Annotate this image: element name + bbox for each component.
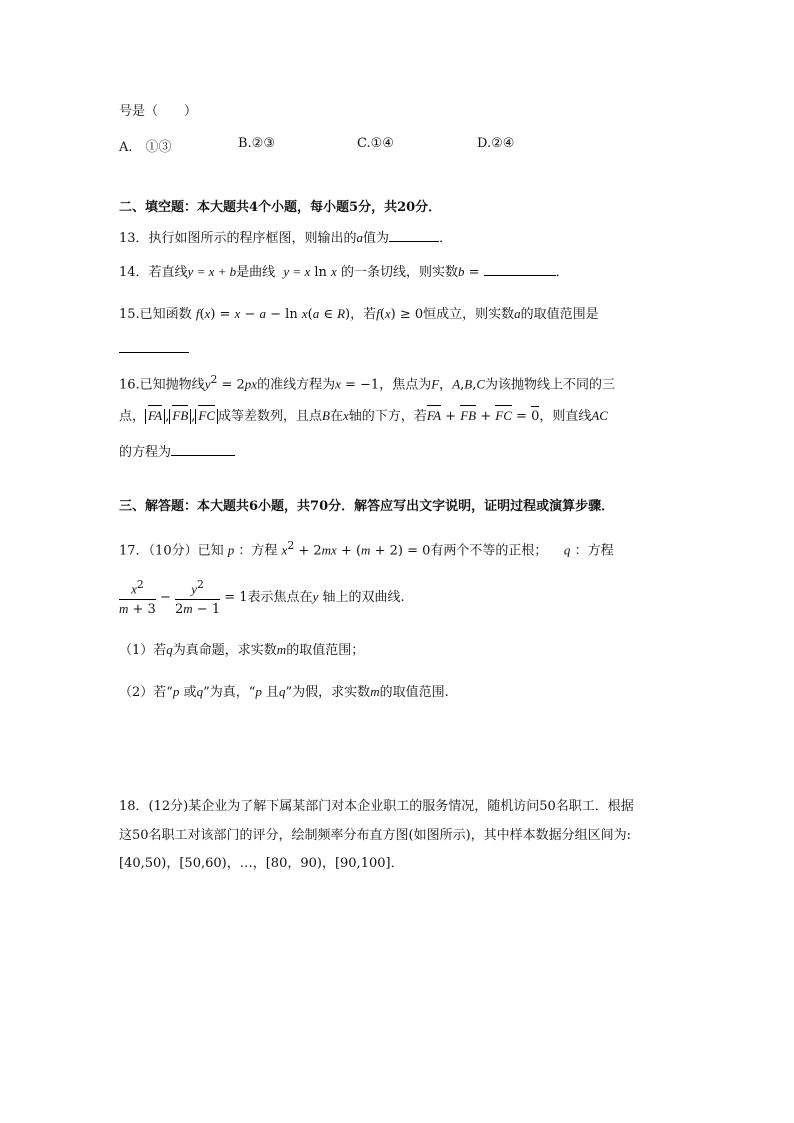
q14: 14．若直线y = x + b是曲线 y = x ln x 的一条切线，则实数b = ．: [119, 264, 569, 280]
q16-line3: 的方程为: [119, 443, 235, 463]
q12-option-d: D.②④: [477, 136, 515, 151]
q17-part2: （2）若“p 或q”为真，“p 且q”为假，求实数m的取值范围.: [119, 684, 449, 700]
q16-line1: 16.已知抛物线$y^2 = 2px$的准线方程为x = −1，焦点为F，A,B,C为该抛物线上不同的三: [119, 373, 616, 393]
q13: 13．执行如图所示的程序框图，则输出的a值为 ．: [119, 230, 453, 246]
q17-part1: （1）若q为真命题，求实数m的取值范围；: [119, 642, 365, 658]
section3-header: 三、解答题：本大题共6小题，共70分．解答应写出文字说明，证明过程或演算步骤．: [119, 499, 615, 514]
q12-option-c: C.①④: [357, 136, 394, 151]
q12-option-b: B.②③: [238, 136, 275, 151]
q15-answer-blank: [119, 340, 189, 360]
section2-header: 二、填空题：本大题共4个小题，每小题5分，共20分．: [119, 200, 442, 215]
q17-line1: 17．（10分）已知 p ：方程 $x^2 + 2mx + (m + 2) = 0$有两个不等的正根； q ：方程: [119, 539, 614, 559]
q16-line2: 点， FA , FB , FC 成等差数列，且点B在x轴的下方，若FA + FB + FC = 0，则直线AC: [119, 406, 608, 427]
q18-line2: 这50名职工对该部门的评分，绘制频率分布直方图(如图所示)，其中样本数据分组区间为:: [119, 828, 632, 843]
q17-line2: $\frac{x^2}{m + 3}$ − $\frac{y^2}{2m - 1}$ = 1表示焦点在y 轴上的双曲线.: [119, 578, 405, 618]
q18-line3: [40,50)，[50,60)，…，[80，90)，[90,100]．: [119, 856, 404, 871]
q12-option-a: A. ①③: [119, 140, 172, 155]
q18-line1: 18．(12分)某企业为了解下属某部门对本企业职工的服务情况，随机访问50名职工．根据: [119, 799, 634, 814]
q15: 15.已知函数 f(x) = x − a − ln x(a ∈ R)，若f(x) ≥ 0恒成立，则实数a的取值范围是: [119, 306, 599, 322]
q12-tail: 号是（ ）: [119, 104, 198, 119]
